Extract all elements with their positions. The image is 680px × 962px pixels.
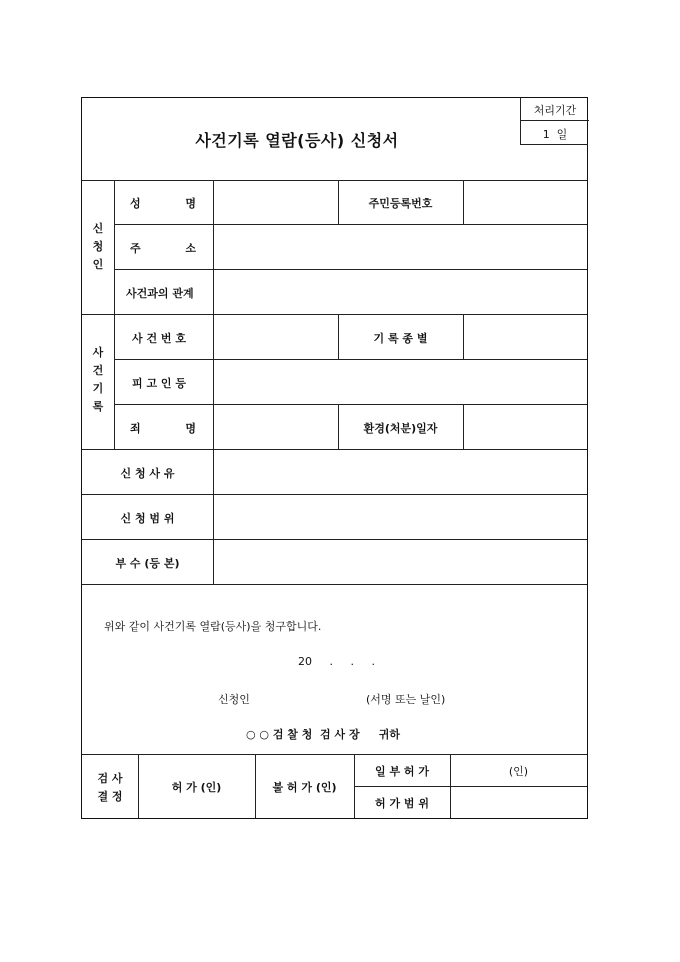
rrn-label: 주민등록번호 xyxy=(368,197,433,210)
form-title: 사건기록 열람(등사) 신청서 xyxy=(195,131,399,150)
deny-label: 불 허 가 (인) xyxy=(272,781,337,794)
case-number-label: 사 건 번 호 xyxy=(132,332,186,345)
approve-scope-label: 허 가 범 위 xyxy=(375,797,429,810)
applicant-section-label: 신청인 xyxy=(92,222,104,271)
defendant-label: 피 고 인 등 xyxy=(132,377,186,390)
relation-label: 사건과의 관계 xyxy=(126,287,194,300)
applicant-signature-label: 신청인 xyxy=(218,693,250,706)
charge-label: 죄 명 xyxy=(130,422,196,435)
name-label: 성 명 xyxy=(130,197,196,210)
record-type-label: 기 록 종 별 xyxy=(373,332,428,345)
request-scope-label: 신 청 범 위 xyxy=(120,512,175,525)
address-label: 주 소 xyxy=(130,242,196,255)
processing-period-label: 처리기간 xyxy=(533,104,577,117)
processing-period-value: 1 일 xyxy=(542,128,568,141)
case-record-section-label: 사건기록 xyxy=(92,346,104,413)
decision-section-label: 검 사 결 정 xyxy=(97,772,123,803)
request-reason-label: 신 청 사 유 xyxy=(120,467,175,480)
addressee: ○ ○ 검 찰 청 검 사 장 귀하 xyxy=(246,728,400,741)
processing-period-box xyxy=(520,98,588,145)
date-line: 20 . . . xyxy=(298,655,375,668)
declaration-statement: 위와 같이 사건기록 열람(등사)을 청구합니다. xyxy=(104,620,322,633)
copies-label: 부 수 (등 본) xyxy=(115,557,180,570)
approve-label: 허 가 (인) xyxy=(171,781,222,794)
return-date-label: 환경(처분)일자 xyxy=(363,422,438,435)
sign-note: (서명 또는 날인) xyxy=(366,693,446,706)
application-form xyxy=(81,97,588,819)
partial-seal: (인) xyxy=(508,765,529,778)
partial-approve-label: 일 부 허 가 xyxy=(375,765,429,778)
